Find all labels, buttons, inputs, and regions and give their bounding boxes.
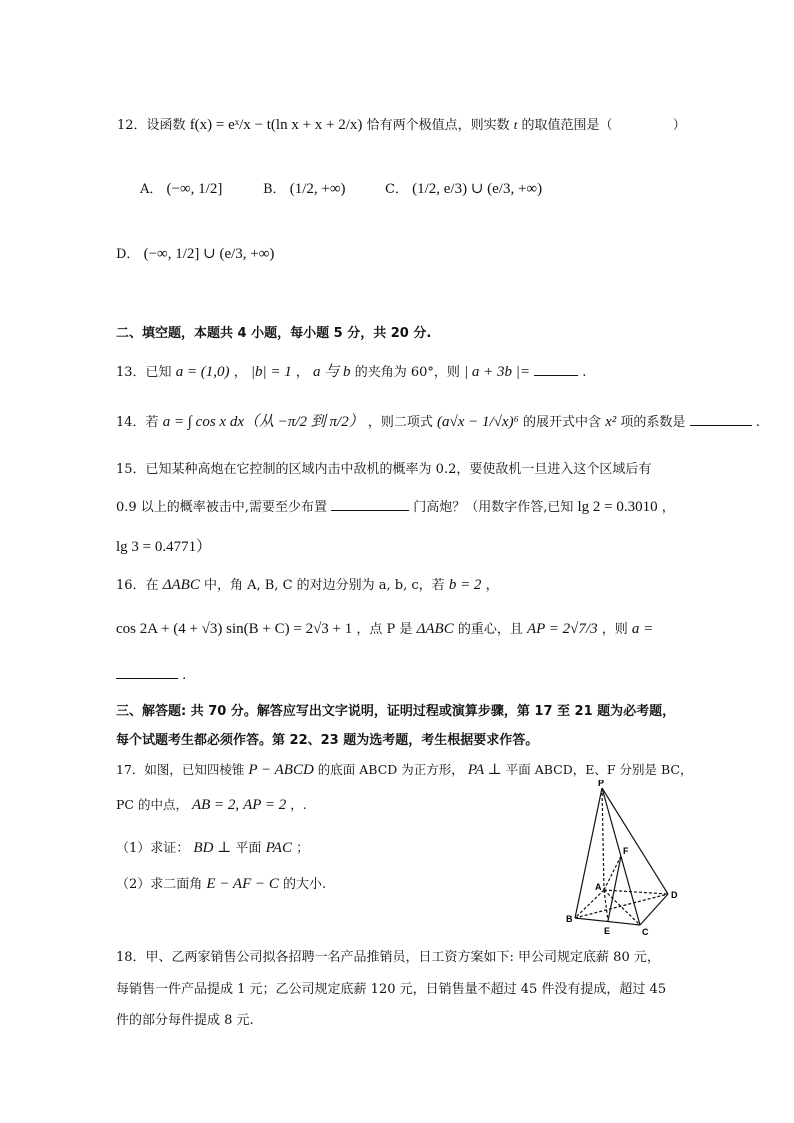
q15-answer-blank [331,496,409,511]
q18-line2: 每销售一件产品提成 1 元；乙公司规定底薪 120 元，日销售量不超过 45 件没有提成，超过 45 [116,982,667,997]
q12-tail2: 的取值范围是（ [521,118,613,133]
section2-heading: 二、填空题，本题共 4 小题，每小题 5 分，共 20 分. [116,326,432,341]
q14-answer-blank [690,411,752,426]
q12-tail: 恰有两个极值点，则实数 [366,118,510,133]
q12-close: ） [672,118,686,133]
label-a: A [595,882,602,892]
q12-option-b: B． (1/2, +∞) [263,181,346,197]
q15-line3: lg 3 = 0.4771） [116,539,212,555]
q17-sub2: （2）求二面角 E − AF − C 的大小. [116,876,327,892]
label-e: E [604,926,611,936]
label-b: B [566,914,573,924]
q18-line3: 件的部分每件提成 8 元. [116,1013,254,1028]
q12-stem: 12．设函数 [117,118,186,133]
q13-line: 13．已知 a = (1,0) ， |b| = 1 ， a 与 b 的夹角为 60°，则 | a + 3b |= . [116,360,586,381]
edge-pa [602,788,604,890]
q12-option-a: A． (−∞, 1/2] [140,181,223,197]
q18-line1: 18．甲、乙两家销售公司拟各招聘一名产品推销员，日工资方案如下: 甲公司规定底薪 80 元， [116,950,660,965]
label-c: C [642,927,649,937]
edge-ae [604,890,608,921]
q13-answer-blank [534,361,578,376]
section3-line1: 三、解答题: 共 70 分。解答应写出文字说明，证明过程或演算步骤，第 17 至 21 题为必考题， [116,704,676,719]
label-f: F [623,846,629,856]
q17-line2: PC 的中点， AB = 2, AP = 2 ，. [116,797,307,813]
edge-bd [575,894,668,918]
q17-line1: 17．如图，已知四棱锥 P − ABCD 的底面 ABCD 为正方形， PA ⊥ 平面 ABCD，E、F 分别是 BC， [116,762,693,778]
q12-option-d: D． (−∞, 1/2] ∪ (e/3, +∞) [116,246,275,262]
edge-bc [575,918,640,925]
pyramid-figure [560,780,690,940]
q17-sub1: （1）求证： BD ⊥ 平面 PAC ； [116,840,310,856]
q16-line3: . [116,664,186,683]
edge-ef [608,856,621,921]
section3-line2: 每个试题考生都必须作答。第 22、23 题为选考题，考生根据要求作答。 [116,733,539,748]
edge-af [604,856,621,890]
q16-line1: 16．在 ΔABC 中，角 A, B, C 的对边分别为 a, b, c，若 b = 2 ， [116,577,499,593]
edge-cd [640,894,668,925]
q14-line: 14．若 a = ∫ cos x dx（从 −π/2 到 π/2） ，则二项式 (a√x − 1/√x)⁶ 的展开式中含 x² 项的系数是 . [116,410,760,431]
q12-line [117,114,686,134]
q16-line2: cos 2A + (4 + √3) sin(B + C) = 2√3 + 1 ，点 P 是 ΔABC 的重心，且 AP = 2√7/3 ，则 a = [116,621,654,637]
q12-var: t [513,117,518,132]
q12-option-c: C． (1/2, e/3) ∪ (e/3, +∞) [385,181,543,197]
q15-line1: 15．已知某种高炮在它控制的区域内击中敌机的概率为 0.2，要使敌机一旦进入这个区域后有 [116,462,652,477]
q16-answer-blank [116,664,178,679]
label-p: P [598,780,605,788]
q12-function: f(x) = eˣ/x − t(ln x + x + 2/x) [189,117,363,133]
edge-pd [602,788,668,894]
label-d: D [671,890,678,900]
edge-pb [575,788,602,918]
q15-line2: 0.9 以上的概率被击中,需要至少布置 门高炮？（用数字作答,已知 lg 2 = 0.3010 ， [116,496,675,516]
